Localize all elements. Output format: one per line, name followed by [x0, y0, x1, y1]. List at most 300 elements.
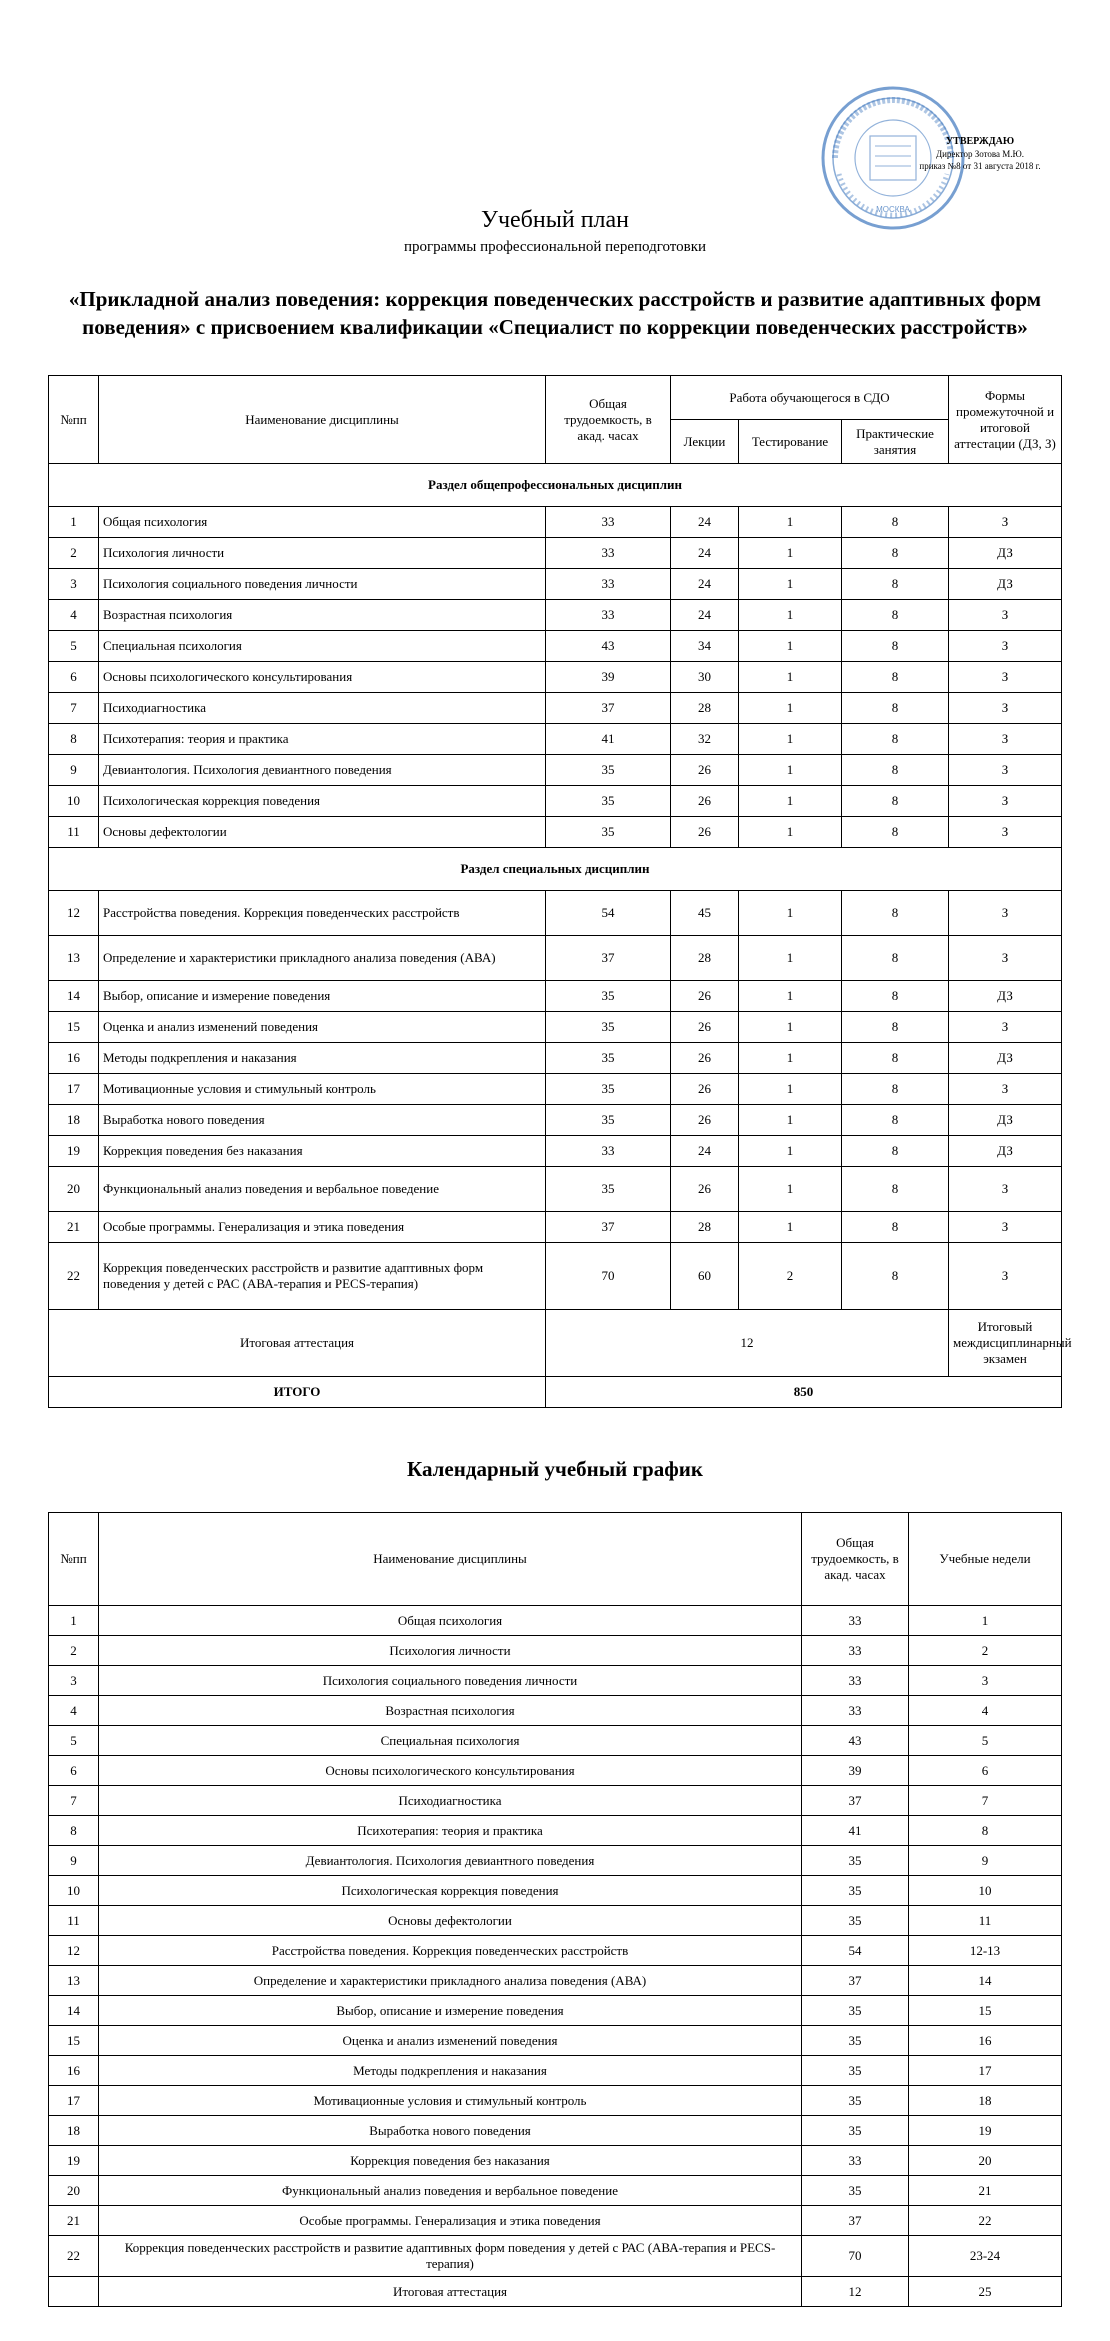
row-num: 3 [49, 1666, 99, 1696]
lecture-hours: 26 [671, 786, 739, 817]
discipline-name: Психология личности [99, 538, 546, 569]
final-attestation-row [49, 1310, 1062, 1377]
table-row [49, 1043, 1062, 1074]
cal-header-num: №пп [49, 1513, 99, 1606]
table-row [49, 1167, 1062, 1212]
assessment-form: З [949, 600, 1062, 631]
practice-hours: 8 [842, 755, 949, 786]
table-row [49, 662, 1062, 693]
table-row [49, 2056, 1062, 2086]
section-row [49, 464, 1062, 507]
total-hours: 35 [546, 1105, 671, 1136]
discipline-name: Методы подкрепления и наказания [99, 1043, 546, 1074]
table-row [49, 1816, 1062, 1846]
row-num: 7 [49, 693, 99, 724]
study-weeks: 25 [909, 2277, 1062, 2307]
table-row [49, 1012, 1062, 1043]
practice-hours: 8 [842, 1136, 949, 1167]
lecture-hours: 28 [671, 693, 739, 724]
total-hours: 33 [546, 600, 671, 631]
calendar-table [48, 1512, 1062, 2307]
table-row [49, 1876, 1062, 1906]
row-num: 4 [49, 600, 99, 631]
assessment-form: ДЗ [949, 569, 1062, 600]
total-hours: 37 [546, 936, 671, 981]
lecture-hours: 60 [671, 1243, 739, 1310]
testing-hours: 1 [739, 507, 842, 538]
row-num: 20 [49, 1167, 99, 1212]
table-row [49, 2206, 1062, 2236]
document-title: Учебный план [480, 207, 630, 233]
row-num: 15 [49, 1012, 99, 1043]
total-hours: 33 [802, 1696, 909, 1726]
practice-hours: 8 [842, 631, 949, 662]
row-num: 7 [49, 1786, 99, 1816]
table-row [49, 2176, 1062, 2206]
row-num: 19 [49, 1136, 99, 1167]
total-hours: 35 [546, 981, 671, 1012]
row-num: 18 [49, 2116, 99, 2146]
row-num: 13 [49, 1966, 99, 1996]
discipline-name: Коррекция поведенческих расстройств и развитие адаптивных форм поведения у детей с РАС (АВА-терапия и PECS-терапия) [99, 1243, 546, 1310]
discipline-name: Определение и характеристики прикладного анализа поведения (АВА) [99, 936, 546, 981]
lecture-hours: 26 [671, 1167, 739, 1212]
practice-hours: 8 [842, 936, 949, 981]
discipline-name: Общая психология [99, 1606, 802, 1636]
total-hours: 35 [546, 1012, 671, 1043]
discipline-name: Психодиагностика [99, 693, 546, 724]
row-num: 10 [49, 786, 99, 817]
testing-hours: 1 [739, 1167, 842, 1212]
total-hours: 35 [802, 2176, 909, 2206]
testing-hours: 1 [739, 569, 842, 600]
study-weeks: 8 [909, 1816, 1062, 1846]
table-row [49, 1666, 1062, 1696]
discipline-name: Основы психологического консультирования [99, 662, 546, 693]
table-row [49, 1105, 1062, 1136]
discipline-name: Выбор, описание и измерение поведения [99, 981, 546, 1012]
lecture-hours: 26 [671, 1012, 739, 1043]
assessment-form: З [949, 1012, 1062, 1043]
assessment-form: З [949, 936, 1062, 981]
discipline-name: Психологическая коррекция поведения [99, 1876, 802, 1906]
assessment-form: ДЗ [949, 1136, 1062, 1167]
discipline-name: Девиантология. Психология девиантного поведения [99, 755, 546, 786]
practice-hours: 8 [842, 569, 949, 600]
table-row [49, 1606, 1062, 1636]
svg-text:МОСКВА: МОСКВА [876, 205, 910, 214]
row-num: 3 [49, 569, 99, 600]
study-weeks: 2 [909, 1636, 1062, 1666]
row-num: 8 [49, 724, 99, 755]
total-hours: 41 [546, 724, 671, 755]
discipline-name: Особые программы. Генерализация и этика поведения [99, 1212, 546, 1243]
assessment-form: ДЗ [949, 981, 1062, 1012]
total-hours: 33 [802, 1666, 909, 1696]
discipline-name: Выработка нового поведения [99, 2116, 802, 2146]
discipline-name: Мотивационные условия и стимульный контроль [99, 1074, 546, 1105]
discipline-name: Мотивационные условия и стимульный контроль [99, 2086, 802, 2116]
table-row [49, 817, 1062, 848]
practice-hours: 8 [842, 538, 949, 569]
testing-hours: 1 [739, 1212, 842, 1243]
lecture-hours: 26 [671, 1043, 739, 1074]
row-num: 1 [49, 507, 99, 538]
section-title: Раздел общепрофессиональных дисциплин [49, 464, 1062, 507]
col-header-num: №пп [49, 376, 99, 464]
approval-label: УТВЕРЖДАЮ [945, 136, 1015, 147]
col-header-total: Общая трудоемкость, в акад. часах [546, 376, 671, 464]
testing-hours: 1 [739, 1012, 842, 1043]
total-hours: 35 [802, 2086, 909, 2116]
final-attestation-hours: 12 [546, 1310, 949, 1377]
calendar-body [49, 1606, 1062, 2307]
total-hours: 35 [802, 2116, 909, 2146]
practice-hours: 8 [842, 693, 949, 724]
assessment-form: З [949, 662, 1062, 693]
study-weeks: 4 [909, 1696, 1062, 1726]
discipline-name: Психотерапия: теория и практика [99, 1816, 802, 1846]
col-header-testing: Тестирование [739, 420, 842, 464]
study-weeks: 17 [909, 2056, 1062, 2086]
table-row [49, 538, 1062, 569]
testing-hours: 1 [739, 538, 842, 569]
total-hours: 39 [802, 1756, 909, 1786]
table-row [49, 631, 1062, 662]
order-info: приказ №8 от 31 августа 2018 г. [919, 161, 1041, 171]
testing-hours: 1 [739, 1043, 842, 1074]
study-weeks: 3 [909, 1666, 1062, 1696]
study-weeks: 20 [909, 2146, 1062, 2176]
practice-hours: 8 [842, 600, 949, 631]
cal-header-name: Наименование дисциплины [99, 1513, 802, 1606]
lecture-hours: 28 [671, 936, 739, 981]
table-row [49, 1243, 1062, 1310]
table-row [49, 569, 1062, 600]
row-num: 21 [49, 2206, 99, 2236]
study-weeks: 12-13 [909, 1936, 1062, 1966]
testing-hours: 1 [739, 755, 842, 786]
testing-hours: 1 [739, 936, 842, 981]
practice-hours: 8 [842, 786, 949, 817]
row-num: 8 [49, 1816, 99, 1846]
practice-hours: 8 [842, 981, 949, 1012]
total-hours: 35 [546, 1167, 671, 1212]
table-row [49, 786, 1062, 817]
discipline-name: Определение и характеристики прикладного анализа поведения (АВА) [99, 1966, 802, 1996]
lecture-hours: 24 [671, 538, 739, 569]
practice-hours: 8 [842, 724, 949, 755]
cal-header-total: Общая трудоемкость, в акад. часах [802, 1513, 909, 1606]
row-num: 15 [49, 2026, 99, 2056]
table-row [49, 1212, 1062, 1243]
row-num: 16 [49, 2056, 99, 2086]
row-num: 5 [49, 631, 99, 662]
table-row [49, 1906, 1062, 1936]
col-header-forms: Формы промежуточной и итоговой аттестации (ДЗ, З) [949, 376, 1062, 464]
assessment-form: З [949, 1074, 1062, 1105]
total-label: ИТОГО [49, 1377, 546, 1408]
program-title: «Прикладной анализ поведения: коррекция поведенческих расстройств и развитие адаптивных форм поведения» с присвоением квалификации «Специалист по коррекции поведенческих расстройств» [68, 287, 1042, 339]
discipline-name: Расстройства поведения. Коррекция поведенческих расстройств [99, 891, 546, 936]
table-row [49, 1726, 1062, 1756]
study-weeks: 16 [909, 2026, 1062, 2056]
total-hours: 850 [546, 1377, 1062, 1408]
table-row [49, 1936, 1062, 1966]
practice-hours: 8 [842, 1074, 949, 1105]
table-row [49, 1996, 1062, 2026]
calendar-title: Календарный учебный график [407, 1457, 703, 1481]
table-row [49, 2146, 1062, 2176]
final-attestation-label: Итоговая аттестация [49, 1310, 546, 1377]
final-attestation-form: Итоговый междисциплинарный экзамен [949, 1310, 1062, 1377]
lecture-hours: 24 [671, 569, 739, 600]
study-weeks: 9 [909, 1846, 1062, 1876]
discipline-name: Психология социального поведения личности [99, 1666, 802, 1696]
row-num: 11 [49, 817, 99, 848]
row-num: 2 [49, 1636, 99, 1666]
row-num: 12 [49, 1936, 99, 1966]
curriculum-body [49, 464, 1072, 1408]
total-hours: 35 [546, 817, 671, 848]
row-num: 9 [49, 755, 99, 786]
practice-hours: 8 [842, 1012, 949, 1043]
total-hours: 35 [546, 755, 671, 786]
testing-hours: 1 [739, 662, 842, 693]
testing-hours: 1 [739, 786, 842, 817]
total-hours: 33 [546, 507, 671, 538]
discipline-name: Основы дефектологии [99, 1906, 802, 1936]
row-num: 21 [49, 1212, 99, 1243]
row-num: 20 [49, 2176, 99, 2206]
total-hours: 33 [546, 1136, 671, 1167]
table-row [49, 1756, 1062, 1786]
total-hours: 41 [802, 1816, 909, 1846]
practice-hours: 8 [842, 817, 949, 848]
discipline-name: Девиантология. Психология девиантного поведения [99, 1846, 802, 1876]
row-num: 19 [49, 2146, 99, 2176]
study-weeks: 21 [909, 2176, 1062, 2206]
row-num [49, 2277, 99, 2307]
assessment-form: З [949, 1167, 1062, 1212]
table-row [49, 724, 1062, 755]
table-row [49, 1696, 1062, 1726]
total-row [49, 1377, 1062, 1408]
row-num: 13 [49, 936, 99, 981]
practice-hours: 8 [842, 1243, 949, 1310]
total-hours: 39 [546, 662, 671, 693]
total-hours: 35 [546, 786, 671, 817]
testing-hours: 1 [739, 1074, 842, 1105]
discipline-name: Возрастная психология [99, 1696, 802, 1726]
total-hours: 33 [546, 538, 671, 569]
discipline-name: Коррекция поведенческих расстройств и развитие адаптивных форм поведения у детей с РАС (АВА-терапия и PECS-терапия) [99, 2236, 802, 2277]
col-header-practice: Практические занятия [842, 420, 949, 464]
study-weeks: 6 [909, 1756, 1062, 1786]
study-weeks: 22 [909, 2206, 1062, 2236]
table-row [49, 2026, 1062, 2056]
document-header [0, 205, 1110, 257]
assessment-form: З [949, 507, 1062, 538]
discipline-name: Психология социального поведения личности [99, 569, 546, 600]
table-row [49, 1136, 1062, 1167]
study-weeks: 10 [909, 1876, 1062, 1906]
practice-hours: 8 [842, 1212, 949, 1243]
practice-hours: 8 [842, 891, 949, 936]
total-hours: 33 [802, 1606, 909, 1636]
discipline-name: Общая психология [99, 507, 546, 538]
study-weeks: 19 [909, 2116, 1062, 2146]
table-row [49, 2236, 1062, 2277]
lecture-hours: 26 [671, 817, 739, 848]
section-row [49, 848, 1062, 891]
study-weeks: 1 [909, 1606, 1062, 1636]
table-row [49, 1074, 1062, 1105]
total-hours: 37 [802, 2206, 909, 2236]
testing-hours: 1 [739, 891, 842, 936]
study-weeks: 23-24 [909, 2236, 1062, 2277]
discipline-name: Психологическая коррекция поведения [99, 786, 546, 817]
discipline-name: Выбор, описание и измерение поведения [99, 1996, 802, 2026]
row-num: 4 [49, 1696, 99, 1726]
discipline-name: Основы дефектологии [99, 817, 546, 848]
row-num: 6 [49, 1756, 99, 1786]
discipline-name: Основы психологического консультирования [99, 1756, 802, 1786]
total-hours: 12 [802, 2277, 909, 2307]
assessment-form: ДЗ [949, 1105, 1062, 1136]
lecture-hours: 26 [671, 755, 739, 786]
study-weeks: 14 [909, 1966, 1062, 1996]
assessment-form: ДЗ [949, 538, 1062, 569]
total-hours: 33 [546, 569, 671, 600]
curriculum-table [48, 375, 1072, 1408]
testing-hours: 2 [739, 1243, 842, 1310]
col-header-name: Наименование дисциплины [99, 376, 546, 464]
total-hours: 35 [546, 1043, 671, 1074]
assessment-form: ДЗ [949, 1043, 1062, 1074]
discipline-name: Методы подкрепления и наказания [99, 2056, 802, 2086]
discipline-name: Особые программы. Генерализация и этика поведения [99, 2206, 802, 2236]
table-row [49, 891, 1062, 936]
lecture-hours: 24 [671, 507, 739, 538]
discipline-name: Расстройства поведения. Коррекция поведенческих расстройств [99, 1936, 802, 1966]
lecture-hours: 26 [671, 981, 739, 1012]
testing-hours: 1 [739, 693, 842, 724]
study-weeks: 5 [909, 1726, 1062, 1756]
testing-hours: 1 [739, 724, 842, 755]
practice-hours: 8 [842, 1167, 949, 1212]
lecture-hours: 24 [671, 600, 739, 631]
practice-hours: 8 [842, 1043, 949, 1074]
table-row [49, 2116, 1062, 2146]
row-num: 10 [49, 1876, 99, 1906]
total-hours: 43 [546, 631, 671, 662]
row-num: 22 [49, 1243, 99, 1310]
lecture-hours: 45 [671, 891, 739, 936]
lecture-hours: 26 [671, 1105, 739, 1136]
lecture-hours: 30 [671, 662, 739, 693]
table-row [49, 507, 1062, 538]
row-num: 14 [49, 1996, 99, 2026]
table-row [49, 755, 1062, 786]
col-header-work: Работа обучающегося в СДО [671, 376, 949, 420]
col-header-lectures: Лекции [671, 420, 739, 464]
assessment-form: З [949, 724, 1062, 755]
total-hours: 33 [802, 1636, 909, 1666]
practice-hours: 8 [842, 662, 949, 693]
discipline-name: Оценка и анализ изменений поведения [99, 1012, 546, 1043]
table-row [49, 2277, 1062, 2307]
discipline-name: Оценка и анализ изменений поведения [99, 2026, 802, 2056]
row-num: 2 [49, 538, 99, 569]
table-row [49, 1966, 1062, 1996]
discipline-name: Выработка нового поведения [99, 1105, 546, 1136]
row-num: 17 [49, 1074, 99, 1105]
testing-hours: 1 [739, 1105, 842, 1136]
total-hours: 43 [802, 1726, 909, 1756]
section-title: Раздел специальных дисциплин [49, 848, 1062, 891]
practice-hours: 8 [842, 507, 949, 538]
assessment-form: З [949, 755, 1062, 786]
discipline-name: Функциональный анализ поведения и вербальное поведение [99, 2176, 802, 2206]
assessment-form: З [949, 1243, 1062, 1310]
discipline-name: Функциональный анализ поведения и вербальное поведение [99, 1167, 546, 1212]
study-weeks: 18 [909, 2086, 1062, 2116]
study-weeks: 15 [909, 1996, 1062, 2026]
discipline-name: Специальная психология [99, 1726, 802, 1756]
lecture-hours: 26 [671, 1074, 739, 1105]
assessment-form: З [949, 631, 1062, 662]
row-num: 5 [49, 1726, 99, 1756]
row-num: 17 [49, 2086, 99, 2116]
study-weeks: 7 [909, 1786, 1062, 1816]
total-hours: 37 [802, 1786, 909, 1816]
assessment-form: З [949, 817, 1062, 848]
discipline-name: Итоговая аттестация [99, 2277, 802, 2307]
table-row [49, 1786, 1062, 1816]
total-hours: 35 [802, 1846, 909, 1876]
row-num: 18 [49, 1105, 99, 1136]
total-hours: 37 [546, 1212, 671, 1243]
row-num: 12 [49, 891, 99, 936]
table-row [49, 693, 1062, 724]
table-row [49, 936, 1062, 981]
total-hours: 35 [802, 1876, 909, 1906]
row-num: 16 [49, 1043, 99, 1074]
total-hours: 35 [802, 2056, 909, 2086]
row-num: 22 [49, 2236, 99, 2277]
total-hours: 33 [802, 2146, 909, 2176]
total-hours: 54 [546, 891, 671, 936]
total-hours: 37 [802, 1966, 909, 1996]
director-name: Директор Зотова М.Ю. [935, 149, 1025, 159]
discipline-name: Коррекция поведения без наказания [99, 1136, 546, 1167]
discipline-name: Специальная психология [99, 631, 546, 662]
document-subtitle: программы профессиональной переподготовки [403, 239, 707, 255]
lecture-hours: 34 [671, 631, 739, 662]
assessment-form: З [949, 786, 1062, 817]
practice-hours: 8 [842, 1105, 949, 1136]
discipline-name: Психодиагностика [99, 1786, 802, 1816]
testing-hours: 1 [739, 631, 842, 662]
assessment-form: З [949, 693, 1062, 724]
total-hours: 35 [802, 1906, 909, 1936]
approval-block [905, 136, 1055, 172]
discipline-name: Коррекция поведения без наказания [99, 2146, 802, 2176]
assessment-form: З [949, 891, 1062, 936]
testing-hours: 1 [739, 981, 842, 1012]
total-hours: 35 [802, 1996, 909, 2026]
